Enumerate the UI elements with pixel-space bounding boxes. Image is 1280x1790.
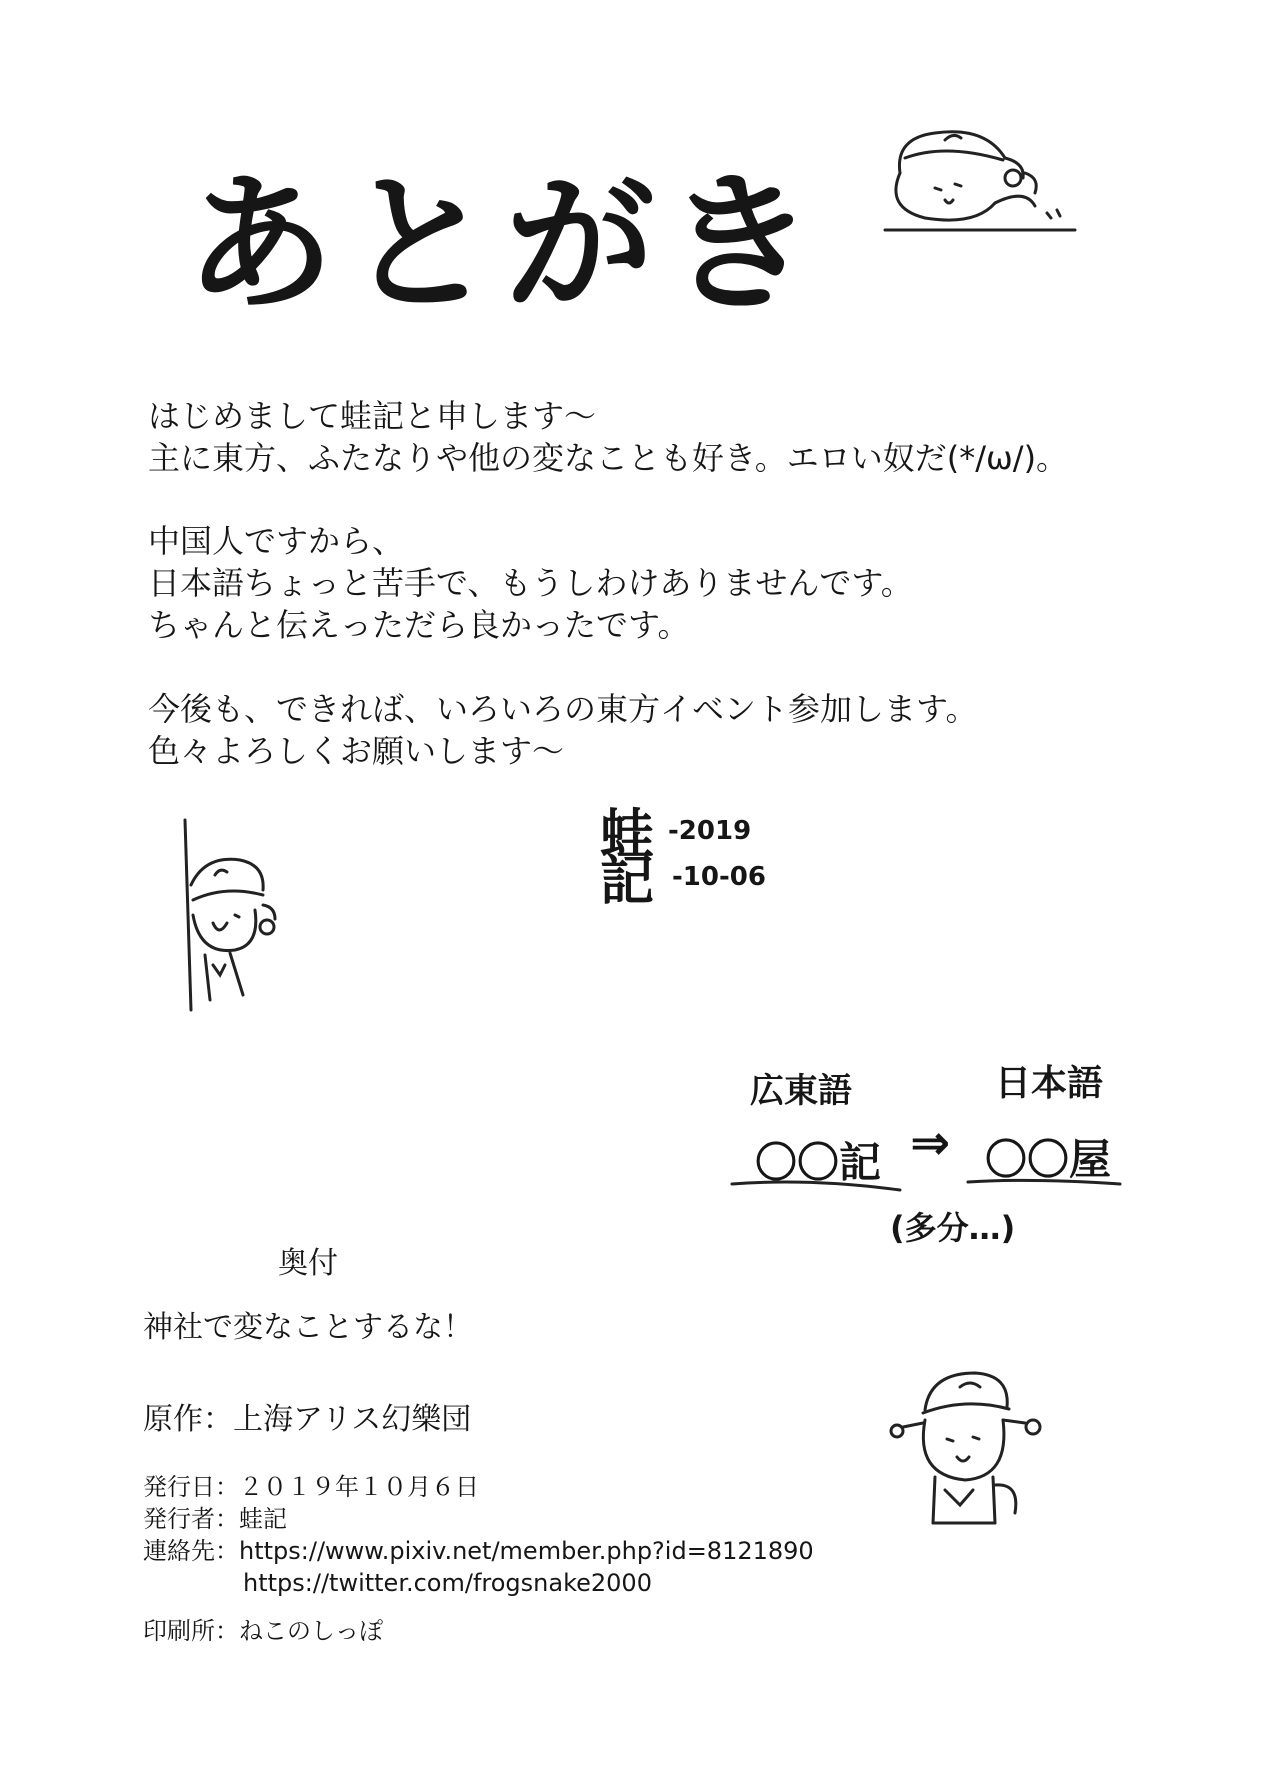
contact-row — [143, 1536, 814, 1566]
printer-value: ねこのしっぽ — [239, 1617, 383, 1645]
language-note — [730, 1055, 1130, 1255]
text-line: ちゃんと伝えっただら良かったです。 — [148, 606, 690, 644]
standing-character-icon — [885, 1365, 1055, 1530]
publisher-value: 蛙記 — [239, 1505, 287, 1533]
text-line: はじめまして蛙記と申します～ — [148, 397, 597, 435]
contact-link-pixiv[interactable]: https://www.pixiv.net/member.php?id=8121890 — [239, 1537, 814, 1565]
signature-date-year: -2019 — [668, 816, 752, 846]
colophon-heading: 奥付 — [278, 1246, 338, 1281]
text-line: 中国人ですから、 — [148, 522, 405, 560]
note-right-value: 〇〇屋 — [985, 1135, 1112, 1184]
work-title: 神社で変なことするな！ — [143, 1310, 473, 1345]
printer-label: 印刷所： — [143, 1617, 239, 1645]
peeking-character-icon — [175, 815, 295, 1015]
note-left-value: 〇〇記 — [755, 1138, 882, 1187]
note-left-label: 広東語 — [750, 1071, 852, 1111]
signature-name-top: 蛙 — [600, 803, 654, 866]
original-credit: 原作：上海アリス幻樂団 — [143, 1402, 472, 1437]
text-line: 日本語ちょっと苦手で、もうしわけありませんです。 — [148, 564, 913, 602]
contact-link-twitter[interactable]: https://twitter.com/frogsnake2000 — [243, 1569, 652, 1597]
printer-row — [143, 1616, 383, 1646]
closing-paragraph — [148, 688, 977, 772]
sleeping-character-icon — [875, 118, 1080, 238]
signature-date-day: -10-06 — [672, 862, 766, 892]
note-right-label: 日本語 — [995, 1063, 1104, 1104]
text-line: 色々よろしくお願いします～ — [148, 732, 565, 770]
publish-date-label: 発行日： — [143, 1473, 239, 1501]
greeting-paragraph — [148, 395, 1068, 479]
signature-name-bottom: 記 — [600, 849, 654, 912]
contact-label: 連絡先： — [143, 1537, 239, 1565]
note-arrow: ⇒ — [910, 1115, 951, 1171]
text-line: 主に東方、ふたなりや他の変なことも好き。エロい奴だ(*/ω/)。 — [148, 439, 1069, 477]
publish-date-row — [143, 1472, 479, 1502]
text-line: 今後も、できれば、いろいろの東方イベント参加します。 — [148, 690, 978, 728]
publish-date-value: ２０１９年１０月６日 — [239, 1473, 479, 1501]
note-aside: (多分…) — [890, 1209, 1016, 1247]
note-underlines — [730, 1170, 1130, 1200]
publisher-label: 発行者： — [143, 1505, 239, 1533]
page-title: あとがき — [185, 158, 826, 332]
language-paragraph — [148, 520, 913, 646]
publisher-row — [143, 1504, 287, 1534]
